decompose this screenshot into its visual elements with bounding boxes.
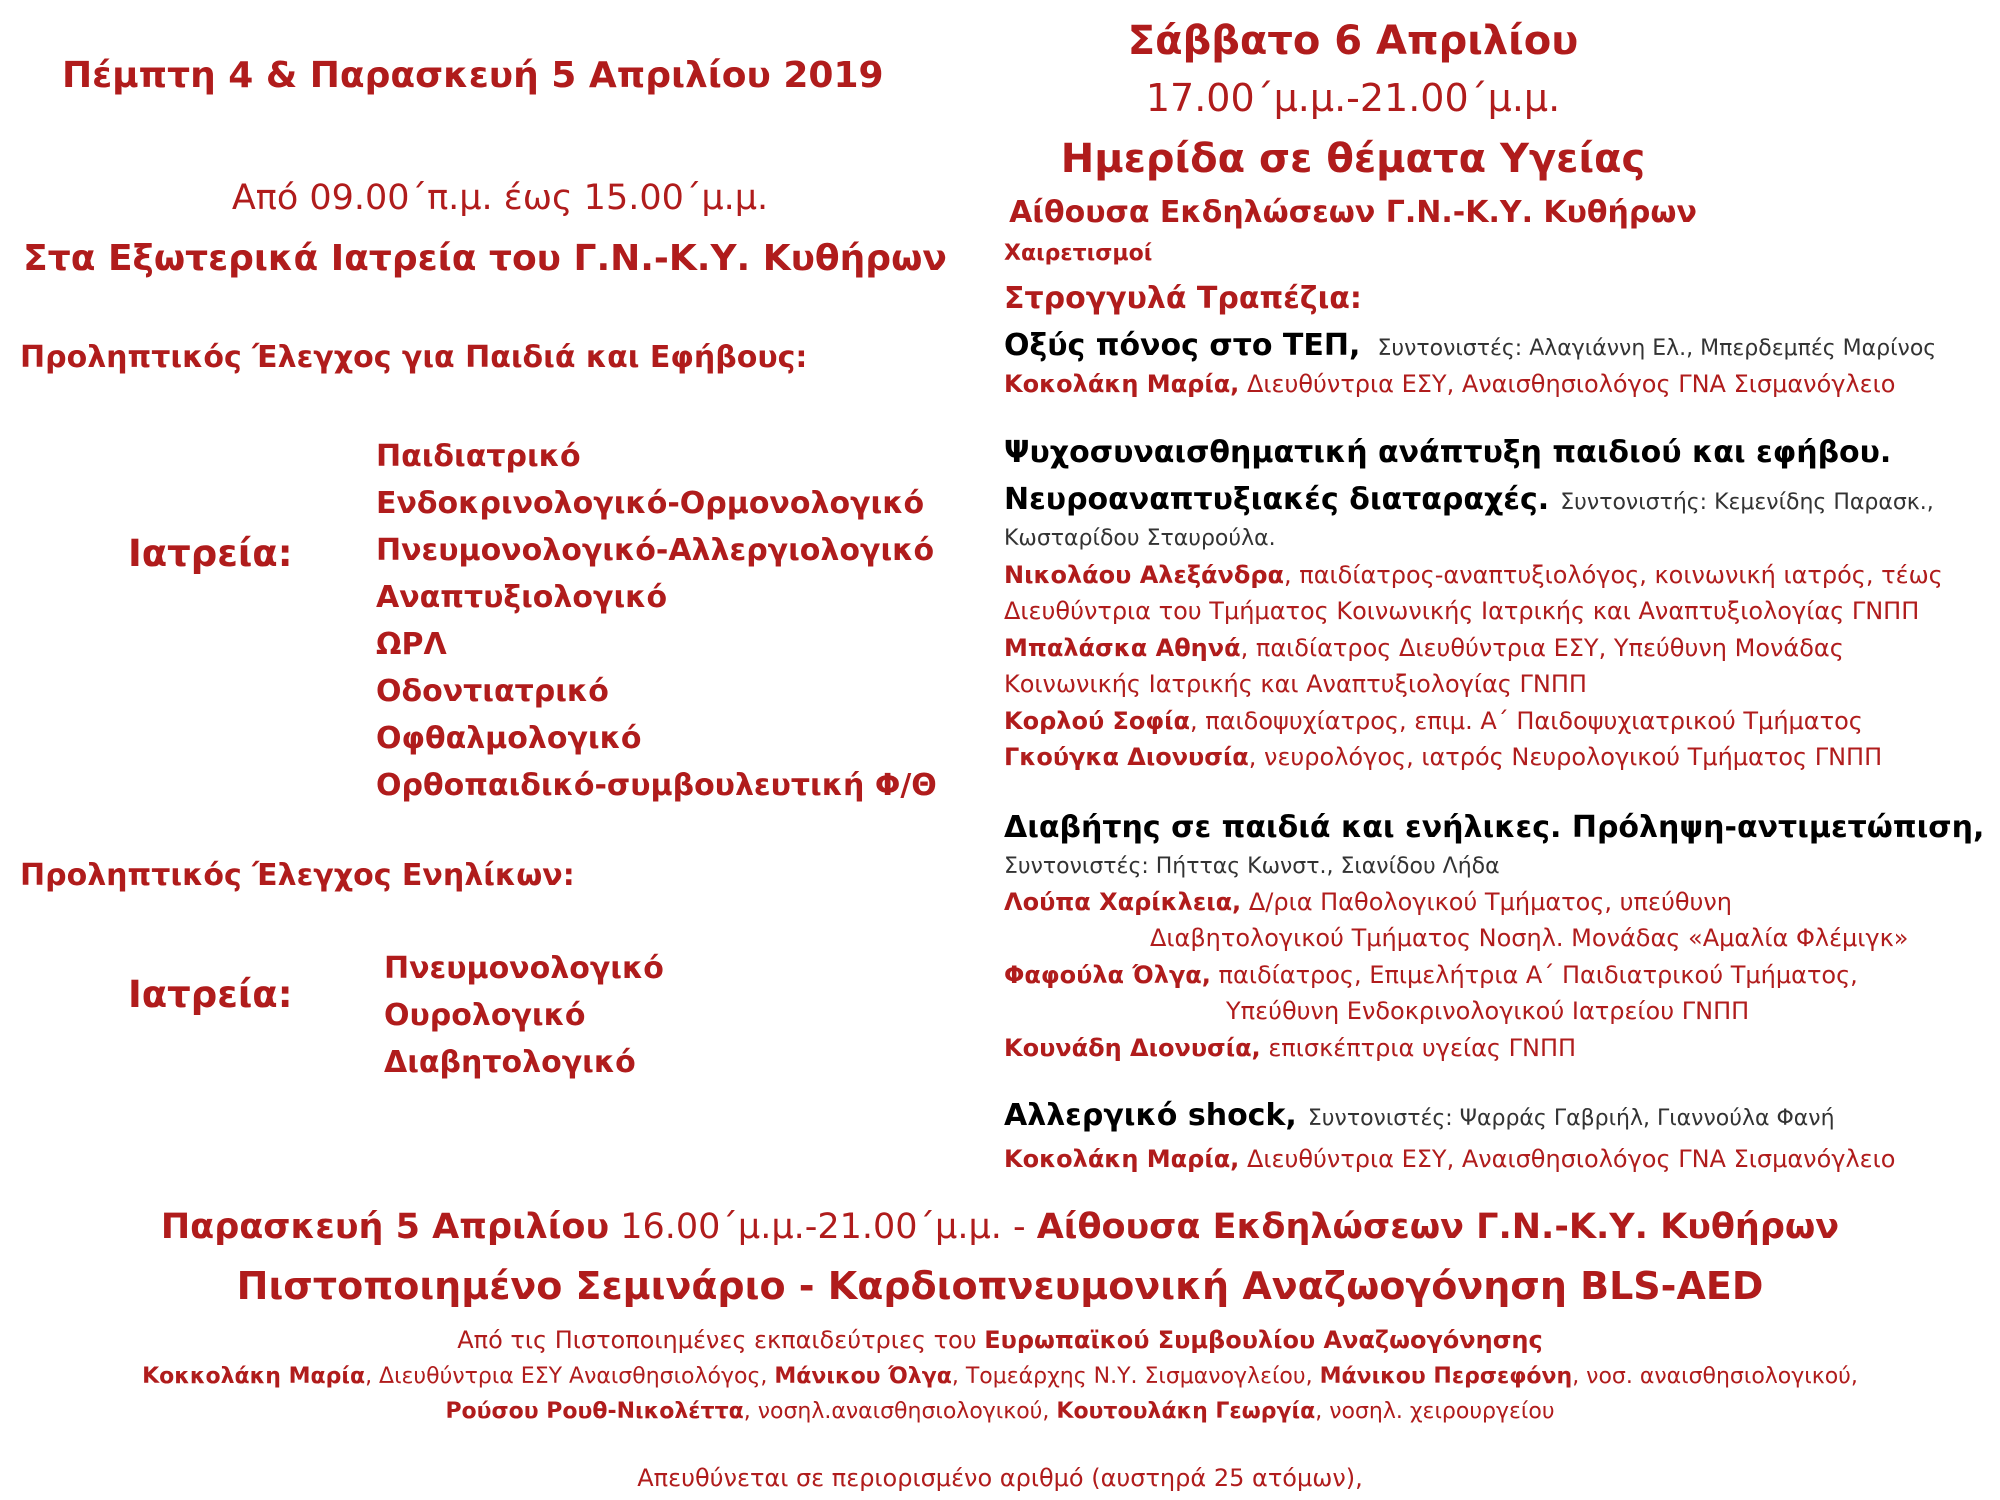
speaker-name: Νικολάου Αλεξάνδρα bbox=[1004, 561, 1284, 589]
left-hours: Από 09.00΄π.μ. έως 15.00΄μ.μ. bbox=[231, 178, 769, 218]
speaker-name: Λούπα Χαρίκλεια, bbox=[1004, 888, 1242, 916]
event-venue: Αίθουσα Εκδηλώσεων Γ.Ν.-Κ.Υ. Κυθήρων bbox=[1009, 195, 1697, 230]
trainers-intro-line bbox=[0, 1326, 2000, 1354]
table-2-speaker-1 bbox=[1004, 561, 1943, 589]
trainer-name: Ρούσου Ρουθ-Νικολέττα bbox=[445, 1399, 744, 1424]
table-4-speaker-1 bbox=[1004, 1145, 1895, 1173]
trainers-intro: Από τις Πιστοποιημένες εκπαιδεύτριες του bbox=[457, 1326, 985, 1354]
seminar-date-line bbox=[0, 1207, 2000, 1247]
clinic-item: Ενδοκρινολογικό-Ορμονολογικό bbox=[376, 486, 925, 521]
clinic-item: Οδοντιατρικό bbox=[376, 674, 609, 709]
clinic-item: Διαβητολογικό bbox=[384, 1045, 636, 1080]
clinic-item: Ορθοπαιδικό-συμβουλευτική Φ/Θ bbox=[376, 768, 937, 803]
seminar-day: Παρασκευή 5 Απριλίου bbox=[160, 1207, 610, 1247]
trainer-role: , νοσηλ. χειρουργείου bbox=[1315, 1399, 1555, 1424]
speaker-name: Κορλού Σοφία bbox=[1004, 707, 1190, 735]
clinic-item: Παιδιατρικό bbox=[376, 439, 581, 474]
clinic-item: Ουρολογικό bbox=[384, 998, 586, 1033]
table-2-speaker-2 bbox=[1004, 634, 1844, 662]
speaker-role: Διευθύντρια ΕΣΥ, Αναισθησιολόγος ΓΝΑ Σισμανόγλειο bbox=[1246, 370, 1896, 398]
trainers-line-1 bbox=[0, 1364, 2000, 1389]
speaker-name: Φαφούλα Όλγα, bbox=[1004, 961, 1211, 989]
seminar-venue: Αίθουσα Εκδηλώσεων Γ.Ν.-Κ.Υ. Κυθήρων bbox=[1036, 1207, 1840, 1247]
speaker-role: παιδίατρος, Επιμελήτρια Α΄ Παιδιατρικού Τμήματος, bbox=[1218, 961, 1858, 989]
speaker-name: Κοκολάκη Μαρία, bbox=[1004, 370, 1240, 398]
table-2-title-2: Νευροαναπτυξιακές διαταραχές. bbox=[1004, 482, 1550, 517]
adults-section-title: Προληπτικός Έλεγχος Ενηλίκων: bbox=[20, 858, 575, 893]
table-1-title: Οξύς πόνος στο ΤΕΠ, bbox=[1004, 328, 1361, 363]
seminar-title: Πιστοποιημένο Σεμινάριο - Καρδιοπνευμονική Αναζωογόνηση BLS-AED bbox=[236, 1264, 1764, 1308]
speaker-role: Δ/ρια Παθολογικού Τμήματος, υπεύθυνη bbox=[1248, 888, 1733, 916]
speaker-name: Γκούγκα Διονυσία bbox=[1004, 743, 1249, 771]
children-section-title: Προληπτικός Έλεγχος για Παιδιά και Εφήβους: bbox=[20, 340, 808, 375]
table-2-speaker-2-cont: Κοινωνικής Ιατρικής και Αναπτυξιολογίας ΓΝΠΠ bbox=[1004, 670, 1587, 698]
table-4-title: Αλλεργικό shock, bbox=[1004, 1098, 1297, 1133]
greetings: Χαιρετισμοί bbox=[1004, 241, 1153, 266]
children-clinics-label: Ιατρεία: bbox=[128, 532, 293, 575]
speaker-name: Κοκολάκη Μαρία, bbox=[1004, 1145, 1240, 1173]
trainer-role: , Διευθύντρια ΕΣΥ Αναισθησιολόγος, bbox=[365, 1364, 775, 1389]
trainer-role: , Τομεάρχης Ν.Υ. Σισμανογλείου, bbox=[951, 1364, 1320, 1389]
table-3-speaker-1-cont: Διαβητολογικού Τμήματος Νοσηλ. Μονάδας «Αμαλία Φλέμιγκ» bbox=[1150, 924, 1909, 952]
table-2-coordinator: Συντονιστής: Κεμενίδης Παρασκ., bbox=[1560, 490, 1934, 515]
children-clinics-list bbox=[376, 433, 937, 809]
left-date-heading: Πέμπτη 4 & Παρασκευή 5 Απριλίου 2019 bbox=[62, 55, 884, 96]
right-hours: 17.00΄μ.μ.-21.00΄μ.μ. bbox=[1145, 76, 1561, 120]
speaker-role: , παιδίατρος Διευθύντρια ΕΣΥ, Υπεύθυνη Μονάδας bbox=[1240, 634, 1844, 662]
table-4-title-line bbox=[1004, 1098, 1835, 1133]
right-date-heading: Σάββατο 6 Απριλίου bbox=[1127, 18, 1579, 64]
table-2-title: Ψυχοσυναισθηματική ανάπτυξη παιδιού και εφήβου. bbox=[1004, 435, 1892, 470]
clinic-item: Αναπτυξιολογικό bbox=[376, 580, 668, 615]
speaker-role: , νευρολόγος, ιατρός Νευρολογικού Τμήματος ΓΝΠΠ bbox=[1248, 743, 1883, 771]
event-title: Ημερίδα σε θέματα Υγείας bbox=[1060, 136, 1646, 182]
round-tables-label: Στρογγυλά Τραπέζια: bbox=[1004, 281, 1362, 316]
speaker-name: Μπαλάσκα Αθηνά bbox=[1004, 634, 1241, 662]
adults-clinics-label: Ιατρεία: bbox=[128, 973, 293, 1016]
table-3-coordinators: Συντονιστές: Πήττας Κωνστ., Σιανίδου Λήδα bbox=[1004, 854, 1500, 879]
trainer-name: Μάνικου Όλγα bbox=[774, 1364, 952, 1389]
table-1-speaker-1 bbox=[1004, 370, 1895, 398]
table-3-speaker-3 bbox=[1004, 1034, 1576, 1062]
speaker-role: Διευθύντρια ΕΣΥ, Αναισθησιολόγος ΓΝΑ Σισμανόγλειο bbox=[1246, 1145, 1896, 1173]
speaker-role: , παιδίατρος-αναπτυξιολόγος, κοινωνική ιατρός, τέως bbox=[1284, 561, 1943, 589]
trainer-name: Κοκκολάκη Μαρία bbox=[142, 1364, 366, 1389]
table-3-title: Διαβήτης σε παιδιά και ενήλικες. Πρόληψη-αντιμετώπιση, bbox=[1004, 810, 1985, 845]
seminar-hours: 16.00΄μ.μ.-21.00΄μ.μ. - bbox=[609, 1207, 1037, 1247]
table-2-coordinator-2: Κωσταρίδου Σταυρούλα. bbox=[1004, 526, 1276, 551]
trainer-role: , νοσηλ.αναισθησιολογικού, bbox=[743, 1399, 1057, 1424]
clinic-item: Πνευμονολογικό bbox=[384, 951, 664, 986]
council-name: Ευρωπαϊκού Συμβουλίου Αναζωογόνησης bbox=[984, 1326, 1543, 1354]
table-2-speaker-4 bbox=[1004, 743, 1882, 771]
table-1-title-line bbox=[1004, 328, 1936, 363]
trainer-name: Μάνικου Περσεφόνη bbox=[1319, 1364, 1573, 1389]
clinic-item: ΩΡΛ bbox=[376, 627, 447, 662]
trainer-name: Κουτουλάκη Γεωργία bbox=[1056, 1399, 1316, 1424]
table-2-title-line-2 bbox=[1004, 482, 1934, 517]
table-4-coordinators: Συντονιστές: Ψαρράς Γαβριήλ, Γιαννούλα Φανή bbox=[1307, 1106, 1835, 1131]
adults-clinics-list bbox=[384, 945, 664, 1086]
table-2-speaker-3 bbox=[1004, 707, 1863, 735]
left-location: Στα Εξωτερικά Ιατρεία του Γ.Ν.-Κ.Υ. Κυθήρων bbox=[23, 238, 947, 279]
table-2-speaker-1-cont: Διευθύντρια του Τμήματος Κοινωνικής Ιατρικής και Αναπτυξιολογίας ΓΝΠΠ bbox=[1004, 597, 1920, 625]
clinic-item: Οφθαλμολογικό bbox=[376, 721, 642, 756]
speaker-role: επισκέπτρια υγείας ΓΝΠΠ bbox=[1268, 1034, 1577, 1062]
speaker-role: , παιδοψυχίατρος, επιμ. Α΄ Παιδοψυχιατρικού Τμήματος bbox=[1190, 707, 1863, 735]
seminar-note: Απευθύνεται σε περιορισμένο αριθμό (αυστηρά 25 ατόμων), bbox=[637, 1464, 1363, 1492]
clinic-item: Πνευμονολογικό-Αλλεργιολογικό bbox=[376, 533, 935, 568]
speaker-name: Κουνάδη Διονυσία, bbox=[1004, 1034, 1261, 1062]
table-3-speaker-2-cont: Υπεύθυνη Ενδοκρινολογικού Ιατρείου ΓΝΠΠ bbox=[1226, 997, 1750, 1025]
table-3-speaker-1 bbox=[1004, 888, 1732, 916]
table-3-speaker-2 bbox=[1004, 961, 1858, 989]
trainer-role: , νοσ. αναισθησιολογικού, bbox=[1572, 1364, 1858, 1389]
trainers-line-2 bbox=[0, 1399, 2000, 1424]
table-1-coordinators: Συντονιστές: Αλαγιάννη Ελ., Μπερδεμπές Μαρίνος bbox=[1377, 336, 1937, 361]
